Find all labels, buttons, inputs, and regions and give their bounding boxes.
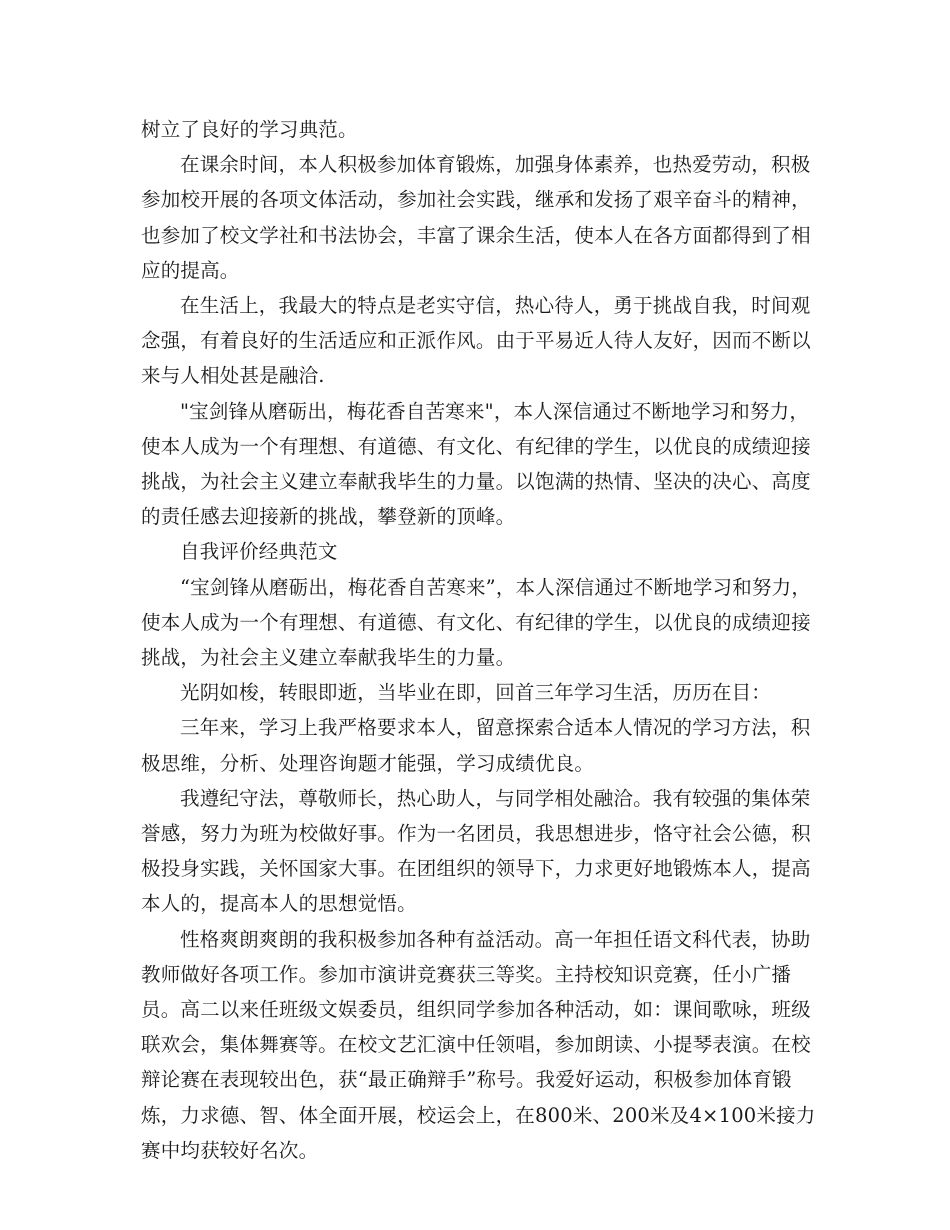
paragraph: 我遵纪守法，尊敬师长，热心助人，与同学相处融洽。我有较强的集体荣誉感，努力为班为校做好事。作为一名团员，我思想进步，恪守社会公德，积极投身实践，关怀国家大事。在团组织的领导下，力求更好地锻炼本人，提高本人的，提高本人的思想觉悟。: [141, 786, 811, 916]
paragraph: 树立了良好的学习典范。: [141, 118, 358, 141]
paragraph: 性格爽朗爽朗的我积极参加各种有益活动。高一年担任语文科代表，协助教师做好各项工作。参加市演讲竞赛获三等奖。主持校知识竞赛，任小广播员。高二以来任班级文娱委员，组织同学参加各种活动，如：课间歌咏，班级联欢会，集体舞赛等。在校文艺汇演中任领唱，参加朗读、小提琴表演。在校辩论赛在表现较出色，获“最正确辩手”称号。我爱好运动，积极参加体育锻炼，力求德、智、体全面开展，校运会上，在800米、200米及4×100米接力赛中均获较好名次。: [141, 927, 816, 1162]
paragraph: “宝剑锋从磨砺出，梅花香自苦寒来”，本人深信通过不断地学习和努力，使本人成为一个有理想、有道德、有文化、有纪律的学生，以优良的成绩迎接挑战，为社会主义建立奉献我毕生的力量。: [141, 575, 812, 670]
paragraph: 在课余时间，本人积极参加体育锻炼，加强身体素养，也热爱劳动，积极参加校开展的各项文体活动，参加社会实践，继承和发扬了艰辛奋斗的精神，也参加了校文学社和书法协会，丰富了课余生活，使本人在各方面都得到了相应的提高。: [141, 153, 811, 282]
section-heading: 自我评价经典范文: [180, 540, 338, 564]
paragraph: 在生活上，我最大的特点是老实守信，热心待人，勇于挑战自我，时间观念强，有着良好的生活适应和正派作风。由于平易近人待人友好，因而不断以来与人相处甚是融洽.: [141, 294, 811, 388]
paragraph: 三年来，学习上我严格要求本人，留意探索合适本人情况的学习方法，积极思维，分析、处理咨询题才能强，学习成绩优良。: [141, 716, 811, 775]
document-body: [141, 112, 821, 1168]
paragraph: "宝剑锋从磨砺出，梅花香自苦寒来"，本人深信通过不断地学习和努力，使本人成为一个有理想、有道德、有文化、有纪律的学生，以优良的成绩迎接挑战，为社会主义建立奉献我毕生的力量。以饱满的热情、坚决的决心、高度的责任感去迎接新的挑战，攀登新的顶峰。: [141, 399, 811, 529]
paragraph: 光阴如梭，转眼即逝，当毕业在即，回首三年学习生活，历历在目：: [180, 681, 772, 705]
